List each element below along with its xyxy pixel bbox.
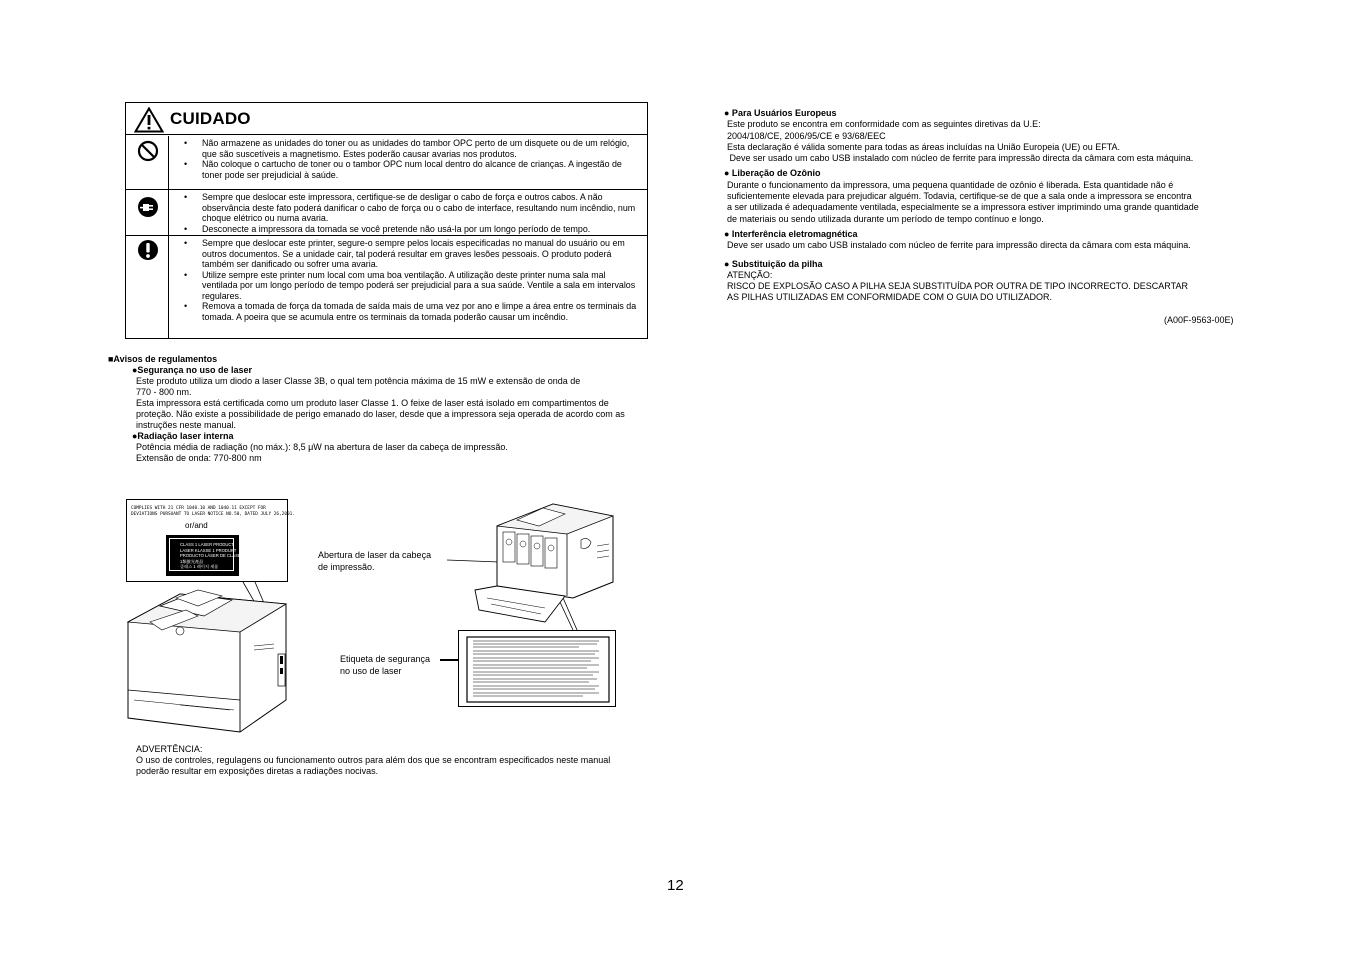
warning-heading: ADVERTÊNCIA: bbox=[136, 744, 203, 754]
compliance-label: COMPLIES WITH 21 CFR 1040.10 AND 1040.11 EXCEPT FOR DEVIATIONS PURSUANT TO LASER NOTICE NO.50, DATED JULY 26,2001. or/and CLASS 1 LASER PRODUCT LASER KLASSE 1 PRODUKT PRODUCTO LÁSER DE CLASE 1 1類激光產品 클래스 1 레이저 제품 bbox=[126, 499, 288, 582]
battery-heading: ● Substituição da pilha bbox=[724, 258, 823, 269]
caution-row-prohibition bbox=[126, 136, 647, 190]
prohibition-icon bbox=[137, 140, 159, 162]
emi-heading: ● Interferência eletromagnética bbox=[724, 228, 858, 239]
european-heading: ● Para Usuários Europeus bbox=[724, 108, 837, 118]
right-column: ● Para Usuários Europeus Este produto se encontra em conformidade com as seguintes diretivas da U.E: 2004/108/CE, 2006/95/CE e 93/68/EEC Esta declaração é válida somente para todas as áreas incluídas na União Europeia (UE) ou EFTA. Deve ser usado um cabo USB instalado com núcleo de ferrite para impressão directa da câmara com esta máquina. ● Liberação de Ozônio Durante o funcionamento da impressora, uma pequena quantidade de ozônio é liberada. Esta quantidade não é suficientemente elevada para prejudicar alguém. Todavia, certifique-se de que a sala onde a impressora se encontra a ser utilizada é adequadamente ventilada, especialmente se a impressora estiver imprimindo uma grande quantidade de materiais ou sendo utilizada durante um período de tempo contínuo e longo. ● Interferência eletromagnética Deve ser usado um cabo USB instalado com núcleo de ferrite para impressão directa da câmara com esta máquina. ● Substituição da pilha ATENÇÃO: RISCO DE EXPLOSÃO CASO A PILHA SEJA SUBSTITUÍDA POR OUTRA DE TIPO INCORRECTO. DESCARTAR AS PILHAS UTILIZADAS EM CONFORMIDADE COM O GUIA DO UTILIZADOR. bbox=[724, 108, 1199, 303]
caution-item: • Sempre que deslocar este impressora, certifique-se de desligar o cabo de força e outros cabos. A não observância deste fato poderá danificar o cabo de força ou o cabo de interface, resultando num incêndio, num choque elétrico ou numa avaria. bbox=[170, 192, 642, 224]
caution-row-exclamation bbox=[126, 236, 647, 339]
laser-safety-text: Este produto utiliza um diodo a laser Classe 3B, o qual tem potência máxima de 15 mW e extensão de onda de 770 - 800 nm. Esta impressora está certificada como um produto laser Classe 1. O feixe de laser está isolado em compartimentos de proteção. Não existe a possibilidade de perigo emanado do laser, desde que a impressora seja operada de acordo com as instruções neste manual. bbox=[136, 376, 625, 430]
caution-item: • Remova a tomada de força da tomada de saída mais de uma vez por ano e limpe a área entre os terminais da tomada. A poeira que se acumula entre os terminais da tomada poderão causar um incêndio. bbox=[170, 301, 642, 322]
laser-aperture-caption: Abertura de laser da cabeça de impressão. bbox=[318, 550, 432, 572]
caution-title: CUIDADO bbox=[170, 109, 251, 128]
or-and-text: or/and bbox=[185, 521, 208, 530]
safety-label-text-graphic bbox=[459, 631, 617, 708]
caution-item: • Não coloque o cartucho de toner ou o tambor OPC num local dentro do alcance de crianças. A ingestão de toner pode ser prejudicial à saúde. bbox=[170, 159, 642, 180]
safety-label-caption: Etiqueta de segurança no uso de laser bbox=[340, 654, 431, 676]
radiation-text: Potência média de radiação (no máx.): 8,5 μW na abertura de laser da cabeça de impressão. Extensão de onda: 770-800 nm bbox=[136, 442, 508, 463]
laser-safety-label bbox=[458, 630, 616, 707]
page-number: 12 bbox=[667, 877, 684, 894]
caption-leader-line bbox=[440, 659, 458, 661]
caution-list bbox=[170, 192, 642, 234]
unplug-icon bbox=[137, 196, 159, 218]
caution-header bbox=[126, 103, 647, 135]
caution-box bbox=[125, 102, 648, 339]
caution-item: • Desconecte a impressora da tomada se você pretende não usá-la por um longo período de tempo. bbox=[170, 224, 642, 235]
caution-list bbox=[170, 238, 642, 322]
document-code: (A00F-9563-00E) bbox=[1164, 315, 1234, 325]
caution-list bbox=[170, 138, 642, 180]
printer-side-illustration bbox=[120, 570, 300, 740]
printer-open-illustration bbox=[405, 498, 620, 633]
laser-safety-heading: ●Segurança no uso de laser bbox=[132, 365, 252, 375]
ozone-heading: ● Liberação de Ozônio bbox=[724, 168, 821, 179]
warning-block: ADVERTÊNCIA: O uso de controles, regulagens ou funcionamento outros para além dos que se encontram especificados neste manual poderão resultar em exposições diretas a radiações nocivas. bbox=[136, 744, 611, 776]
class1-label: CLASS 1 LASER PRODUCT LASER KLASSE 1 PRODUKT PRODUCTO LÁSER DE CLASE 1 1類激光產品 클래스 1 레이저 제품 bbox=[166, 535, 239, 576]
warning-triangle-icon bbox=[134, 107, 164, 133]
caution-item: • Sempre que deslocar este printer, segure-o sempre pelos locais especificadas no manual do usuário ou em outros documentos. Se a unidade cair, tal poderá resultar em graves lesões pessoais. O produto poderá também ser danificado ou sofrer uma avaria. bbox=[170, 238, 642, 270]
caution-item: • Utilize sempre este printer num local com uma boa ventilação. A utilização deste printer numa sala mal ventilada por um longo período de tempo poderá ser prejudicial para a sua saúde. Ventile a sala em intervalos regulares. bbox=[170, 270, 642, 302]
regulations-heading: ■Avisos de regulamentos bbox=[108, 354, 218, 364]
caution-item: • Não armazene as unidades do toner ou as unidades do tambor OPC perto de um disquete ou de um relógio, que são suscetíveis a magnetismo. Estes poderão causar avarias nos produtos. bbox=[170, 138, 642, 159]
radiation-heading: ●Radiação laser interna bbox=[132, 431, 234, 441]
exclamation-icon bbox=[137, 239, 159, 261]
caution-row-unplug bbox=[126, 190, 647, 236]
